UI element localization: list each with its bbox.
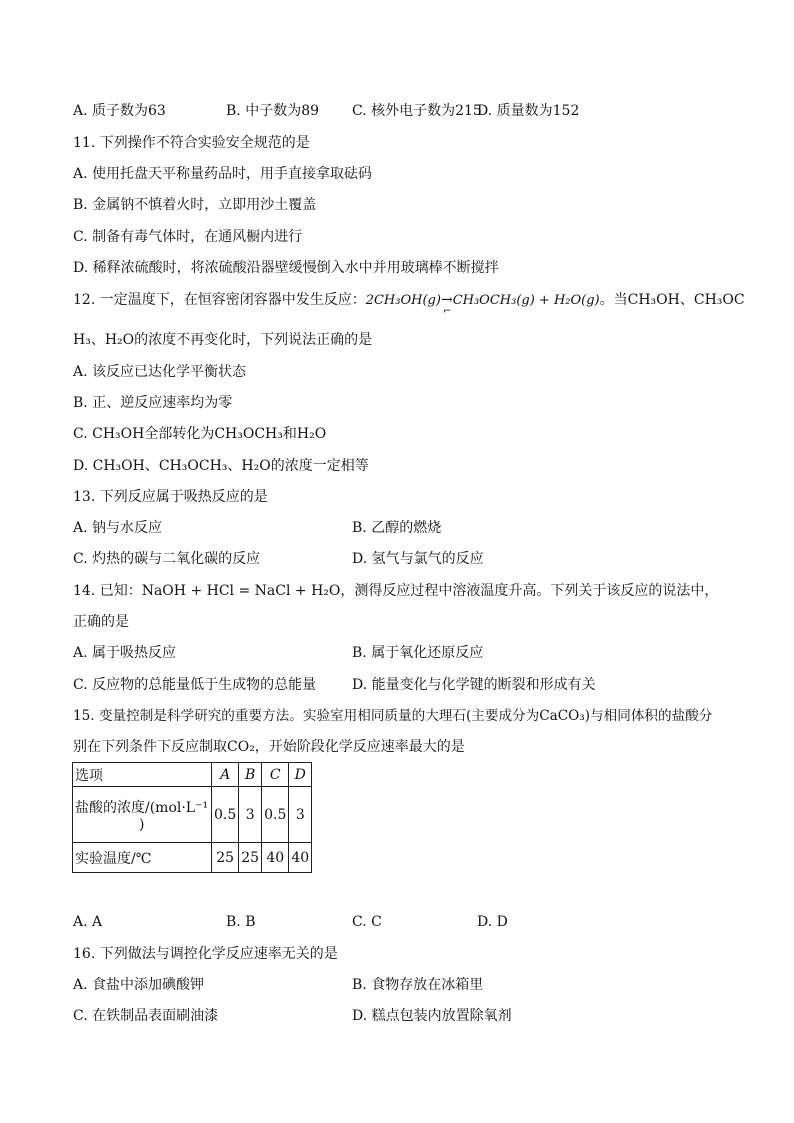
table-header-row — [73, 763, 312, 787]
q14-option-d: D. 能量变化与化学键的断裂和形成有关 — [352, 677, 596, 693]
q15-option-c: C. C — [352, 914, 382, 930]
table-cell: 25 — [212, 843, 239, 873]
q12-option-b: B. 正、逆反应速率均为零 — [73, 395, 233, 411]
table-row-label — [73, 787, 212, 843]
q15-option-a: A. A — [73, 914, 103, 930]
q13-option-d: D. 氢气与氯气的反应 — [352, 551, 484, 567]
q12-option-d: D. CH₃OH、CH₃OCH₃、H₂O的浓度一定相等 — [73, 458, 369, 474]
q12-stem-line1 — [73, 290, 745, 317]
reversible-arrow-icon: → ⌐ — [440, 292, 453, 317]
q12-option-c: C. CH₃OH全部转化为CH₃OCH₃和H₂O — [73, 426, 327, 442]
table-cell: 0.5 — [212, 787, 239, 843]
q15-stem-line1: 15. 变量控制是科学研究的重要方法。实验室用相同质量的大理石(主要成分为CaCO₃)与相同体积的盐酸分 — [73, 708, 713, 724]
concentration-label: 盐酸的浓度/(mol·L⁻¹ — [75, 799, 209, 816]
table-row-label: 实验温度/℃ — [73, 843, 212, 873]
q12-option-a: A. 该反应已达化学平衡状态 — [73, 364, 247, 380]
q12-stem-mid: 。当CH₃OH、CH₃OC — [599, 292, 745, 308]
table-header-cell: A — [212, 763, 239, 787]
table-cell: 0.5 — [262, 787, 289, 843]
q10-option-d: D. 质量数为152 — [477, 103, 580, 119]
q11-option-a: A. 使用托盘天平称量药品时，用手直接拿取砝码 — [73, 166, 373, 182]
q15-stem-line2: 别在下列条件下反应制取CO₂，开始阶段化学反应速率最大的是 — [73, 739, 465, 755]
table-cell: 40 — [289, 843, 312, 873]
q10-option-a: A. 质子数为63 — [73, 103, 166, 119]
q14-stem-line1: 14. 已知：NaOH + HCl = NaCl + H₂O，测得反应过程中溶液温度升高。下列关于该反应的说法中， — [73, 583, 719, 599]
q10-option-b: B. 中子数为89 — [226, 103, 320, 119]
q12-equation-left: 2CH₃OH(g) — [365, 293, 441, 308]
concentration-label-close: ) — [139, 816, 145, 833]
table-header-cell: C — [262, 763, 289, 787]
q12-stem-line2: H₃、H₂O的浓度不再变化时，下列说法正确的是 — [73, 332, 373, 348]
table-cell: 40 — [262, 843, 289, 873]
table-header-cell: B — [239, 763, 262, 787]
q15-option-b: B. B — [226, 914, 256, 930]
q13-option-a: A. 钠与水反应 — [73, 520, 163, 536]
q16-option-b: B. 食物存放在冰箱里 — [352, 977, 484, 993]
q16-stem: 16. 下列做法与调控化学反应速率无关的是 — [73, 946, 338, 962]
q10-option-c: C. 核外电子数为215 — [352, 103, 482, 119]
q11-option-c: C. 制备有毒气体时，在通风橱内进行 — [73, 229, 303, 245]
q16-option-d: D. 糕点包装内放置除氧剂 — [352, 1008, 512, 1024]
q14-option-b: B. 属于氧化还原反应 — [352, 645, 484, 661]
q13-stem: 13. 下列反应属于吸热反应的是 — [73, 489, 268, 505]
q11-option-d: D. 稀释浓硫酸时，将浓硫酸沿器壁缓慢倒入水中并用玻璃棒不断搅拌 — [73, 260, 499, 276]
table-cell: 25 — [239, 843, 262, 873]
q11-stem: 11. 下列操作不符合实验安全规范的是 — [73, 135, 310, 151]
q11-option-b: B. 金属钠不慎着火时，立即用沙土覆盖 — [73, 197, 317, 213]
table-row — [73, 843, 312, 873]
q12-equation-right: CH₃OCH₃(g) + H₂O(g) — [452, 293, 600, 308]
q14-stem-line2: 正确的是 — [73, 614, 129, 630]
table-header-cell: 选项 — [73, 763, 212, 787]
q16-option-a: A. 食盐中添加碘酸钾 — [73, 977, 205, 993]
q15-condition-table — [72, 762, 312, 873]
q14-option-a: A. 属于吸热反应 — [73, 645, 177, 661]
q12-stem-prefix: 12. 一定温度下，在恒容密闭容器中发生反应： — [73, 292, 366, 308]
q13-option-c: C. 灼热的碳与二氧化碳的反应 — [73, 551, 261, 567]
q14-option-c: C. 反应物的总能量低于生成物的总能量 — [73, 677, 317, 693]
q13-option-b: B. 乙醇的燃烧 — [352, 520, 442, 536]
table-cell: 3 — [289, 787, 312, 843]
table-header-cell: D — [289, 763, 312, 787]
q15-option-d: D. D — [477, 914, 508, 930]
q16-option-c: C. 在铁制品表面刷油漆 — [73, 1008, 219, 1024]
table-row — [73, 787, 312, 843]
table-cell: 3 — [239, 787, 262, 843]
